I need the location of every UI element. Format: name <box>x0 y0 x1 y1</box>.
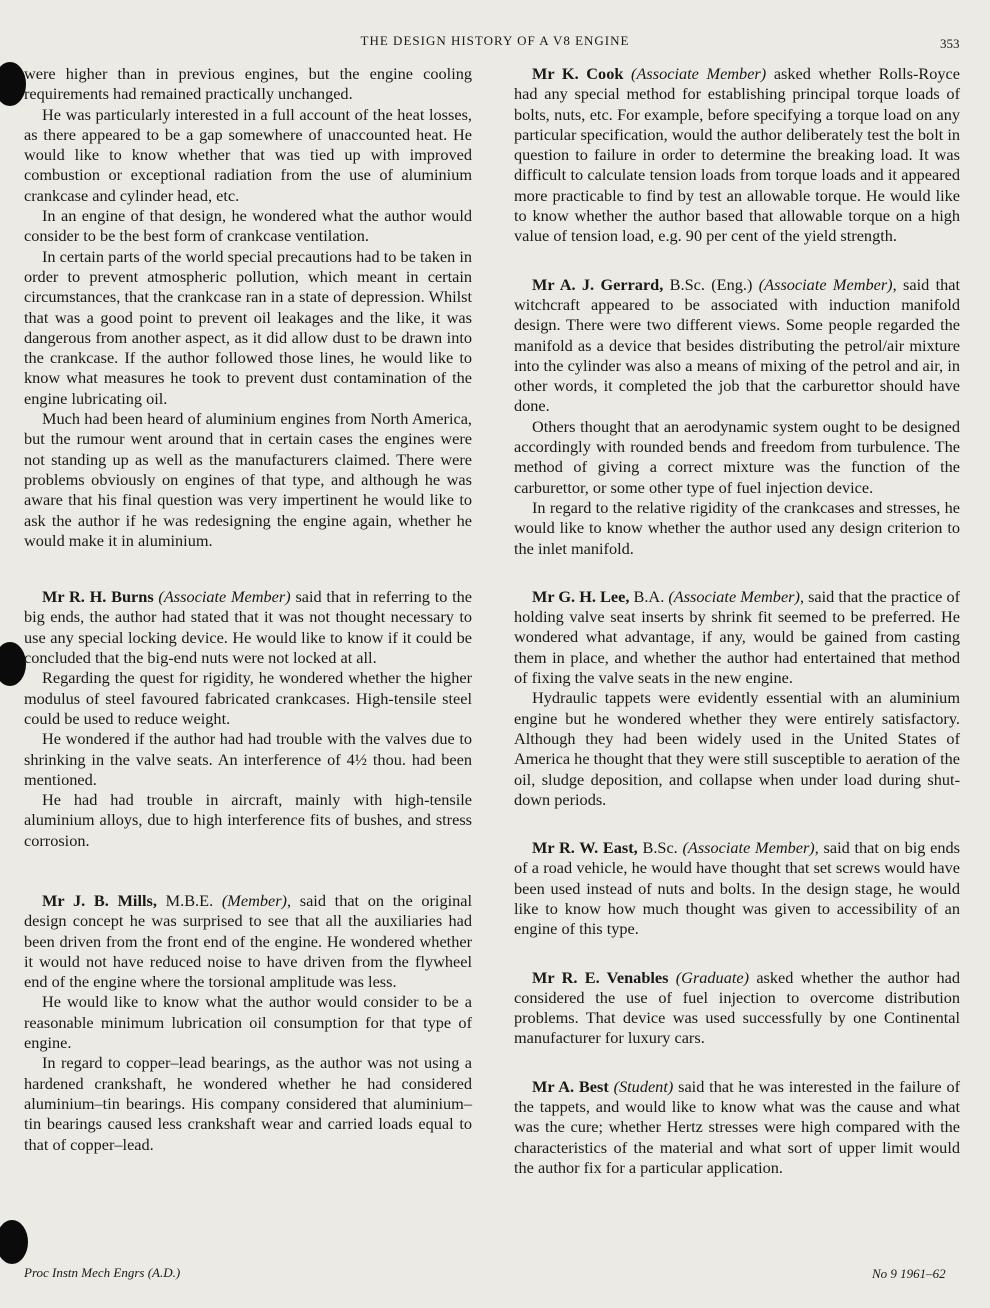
speaker-name: Mr R. E. Venables <box>532 967 669 987</box>
speaker-role: (Associate Member) <box>758 274 893 294</box>
discussion-entry-cook <box>514 64 960 247</box>
paragraph: In regard to the relative rigidity of the crankcases and stresses, he would like to know whether the author used any design criterion to the inlet manifold. <box>514 497 960 558</box>
paragraph: Regarding the quest for rigidity, he wondered whether the higher modulus of steel favoured fabricated crankcases. High-tensile steel could be used to reduce weight. <box>24 668 472 728</box>
paragraph: He had had trouble in aircraft, mainly with high-tensile aluminium alloys, due to high interference fits of bushes, and stress corrosion. <box>24 790 472 850</box>
speaker-role: (Associate Member) <box>668 586 800 606</box>
speaker-name: Mr A. J. Gerrard, <box>532 274 664 294</box>
speaker-role: (Associate Member) <box>631 64 767 83</box>
left-column <box>24 64 472 1155</box>
binder-hole-mark <box>0 642 26 686</box>
paragraph: He wondered if the author had had trouble with the valves due to shrinking in the valve seats. An interference of 4½ thou. had been mentioned. <box>24 729 472 789</box>
paragraph: In an engine of that design, he wondered what the author would consider to be the best form of crankcase ventilation. <box>24 206 472 246</box>
paragraph: , said that on big ends of a road vehicle, he would have thought that set screws would have been used instead of nuts and bolts. In the design stage, he would like to know how much thought was given to accessibility of an engine of this type. <box>514 838 961 939</box>
speaker-qualification: B.Sc. <box>642 838 678 858</box>
speaker-role: (Student) <box>613 1076 674 1096</box>
page-number: 353 <box>940 36 960 51</box>
speaker-role: (Graduate) <box>675 967 750 987</box>
discussion-entry-mills <box>24 891 472 1155</box>
paragraph: , said that the practice of holding valve seat inserts by shrink fit seemed to be preferred. He wondered what advantage, if any, would be gained from casting them in place, and whether the author had entertained that method of fixing the valve seats in the new engine. <box>514 586 961 688</box>
paragraph: In certain parts of the world special precautions had to be taken in order to prevent atmospheric pollution, which meant in certain circumstances, that the crankcase ran in a state of depression. Whilst that was a good point to prevent oil leakages and the like, it was dangerous from another aspect, as it did allow dust to be drawn into the crankcase. If the author followed those lines, he would like to know what measures he took to prevent dust contamination of the engine lubricating oil. <box>24 246 472 408</box>
speaker-name: Mr A. Best <box>532 1076 609 1096</box>
speaker-name: Mr R. W. East, <box>532 838 638 858</box>
journal-citation: Proc Instn Mech Engrs (A.D.) <box>24 1265 181 1280</box>
paragraph: , said that witchcraft appeared to be associated with induction manifold design. There were two different views. Some people regarded the manifold as a device that besides distributing the petrol/air mixture into the cylinder was also a means of mixing of the petrol and air, in other words, it completed the job that the carburettor should have done. <box>514 274 960 416</box>
speaker-name: Mr K. Cook <box>532 64 624 83</box>
paragraph: said that he was interested in the failure of the tappets, and would like to know what was the cause and what was the cure; whether Hertz stresses were high compared with the characteristics of the material and what sort of upper limit would the author fix for a particular application. <box>514 1076 961 1177</box>
paragraph: Much had been heard of aluminium engines from North America, but the rumour went around that in certain cases the engines were not standing up as well as the manufacturers claimed. There were problems obviously on engines of that type, and although he was aware that his final question was very impertinent he would like to ask the author if he was redesigning the engine again, whether he would make it in aluminium. <box>24 409 472 550</box>
running-title: THE DESIGN HISTORY OF A V8 ENGINE <box>360 33 630 48</box>
paragraph: Others thought that an aerodynamic system ought to be designed accordingly with rounded bends and freedom from turbulence. The method of giving a correct mixture was the function of the carburettor, or some other type of fuel injection device. <box>514 416 960 497</box>
speaker-role: (Member) <box>221 890 287 910</box>
speaker-qualification: B.A. <box>633 586 665 606</box>
speaker-role: (Associate Member) <box>682 838 815 858</box>
speaker-name: Mr G. H. Lee, <box>532 586 630 606</box>
paragraph: were higher than in previous engines, but the engine cooling requirements had remained practically unchanged. <box>24 64 472 104</box>
paragraph: said that in referring to the big ends, the author had stated that it was not thought necessary to use any special locking device. He would like to know if it could be concluded that the big-end nuts were not locked at all. <box>24 587 473 668</box>
speaker-name: Mr R. H. Burns <box>42 587 154 607</box>
paragraph: He would like to know what the author would consider to be a reasonable minimum lubrication oil consumption for that type of engine. <box>24 992 472 1053</box>
discussion-entry-lee <box>514 587 960 810</box>
paragraph: He was particularly interested in a full account of the heat losses, as there appeared to be a gap somewhere of unaccounted heat. He would like to know whether that was tied up with improved combustion or exceptional radiation from the use of aluminium crankcase and cylinder head, etc. <box>24 104 472 205</box>
binder-hole-mark <box>0 62 26 106</box>
issue-number: No 9 1961–62 <box>872 1266 946 1281</box>
paragraph: Hydraulic tappets were evidently essential with an aluminium engine but he wondered whether they were entirely satisfactory. Although they had been widely used in the United States of America he thought that they were still susceptible to aeration of the oil, sludge deposition, and collapse when under load during shut-down periods. <box>514 688 960 809</box>
discussion-entry-venables <box>514 968 960 1049</box>
speaker-qualification: B.Sc. (Eng.) <box>669 274 753 294</box>
binder-hole-mark <box>0 1220 28 1264</box>
paragraph: , said that on the original design concept he was surprised to see that all the auxiliaries had been driven from the front end of the engine. He wondered whether it would not have reduced noise to have driven from the flywheel end of the engine where the torsional amplitude was less. <box>24 890 473 992</box>
speaker-qualification: M.B.E. <box>165 890 214 910</box>
discussion-entry-gerrard <box>514 275 960 559</box>
paragraph: In regard to copper–lead bearings, as the author was not using a hardened crankshaft, he wondered whether he had considered aluminium–tin bearings. His company considered that aluminium–tin bearings caused less crankshaft wear and carried loads equal to that of copper–lead. <box>24 1053 472 1154</box>
speaker-role: (Associate Member) <box>158 587 291 607</box>
discussion-entry-burns <box>24 587 472 851</box>
speaker-name: Mr J. B. Mills, <box>42 890 157 910</box>
paragraph: asked whether the author had considered the use of fuel injection to overcome distribution problems. That device was used successfully by one Continental manufacturer for luxury cars. <box>514 967 960 1048</box>
discussion-entry-east <box>514 838 960 939</box>
paragraph: asked whether Rolls-Royce had any special method for establishing principal torque loads of bolts, nuts, etc. For example, before specifying a torque load on any particular specification, would the author deliberately test the bolt in question to failure in order to determine the breaking load. It was difficult to calculate tension loads from torque loads and it appeared more practicable to find by test an allowable torque. He would like to know whether the author based that allowable torque on a high value of tension load, e.g. 90 per cent of the yield strength. <box>514 64 961 246</box>
discussion-entry-best <box>514 1077 960 1178</box>
right-column <box>514 64 960 1178</box>
